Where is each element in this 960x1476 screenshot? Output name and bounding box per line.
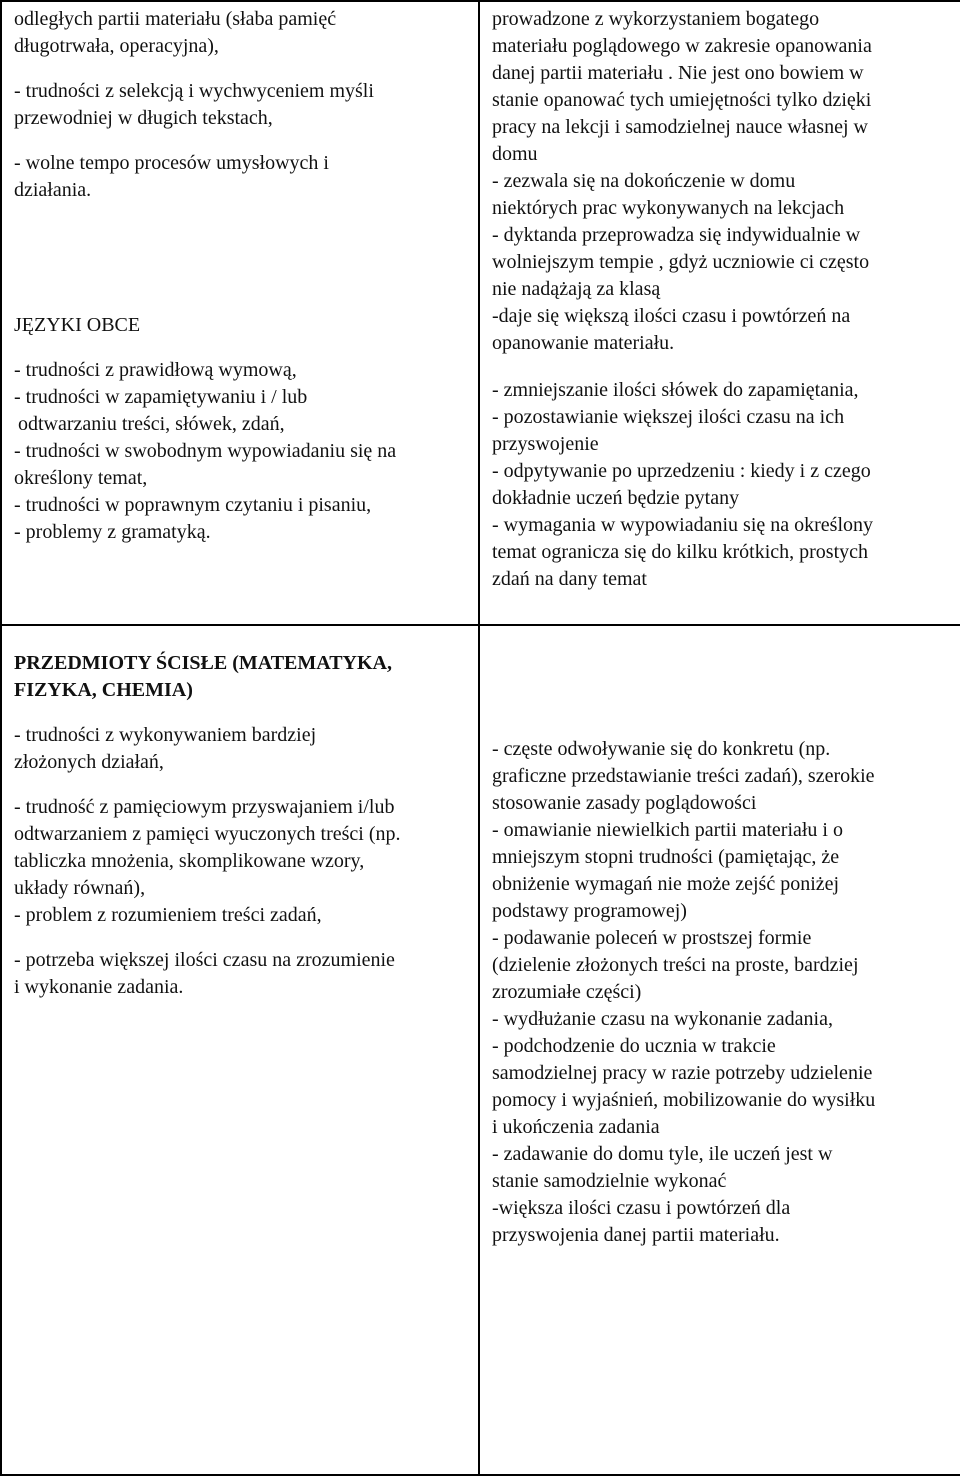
list-item: zrozumiałe części) bbox=[492, 981, 642, 1003]
list-item: - problem z rozumieniem treści zadań, bbox=[14, 904, 322, 926]
text-line: odległych partii materiału (słaba pamięć bbox=[14, 8, 337, 30]
list-item: odtwarzaniem z pamięci wyuczonych treści (np. bbox=[14, 823, 401, 845]
list-item: - trudności z wykonywaniem bardziej bbox=[14, 724, 317, 746]
text-line: nie nadążają za klasą bbox=[492, 278, 661, 300]
list-item: i ukończenia zadania bbox=[492, 1116, 660, 1138]
text-line: temat ogranicza się do kilku krótkich, prostych bbox=[492, 541, 869, 563]
text-line: - trudności z selekcją i wychwyceniem myśli bbox=[14, 80, 374, 102]
table-row bbox=[1, 1, 960, 625]
text-line: niektórych prac wykonywanych na lekcjach bbox=[492, 197, 845, 219]
list-item: - problemy z gramatyką. bbox=[14, 521, 211, 543]
list-item: tabliczka mnożenia, skomplikowane wzory, bbox=[14, 850, 365, 872]
text-line: - pozostawianie większej ilości czasu na ich bbox=[492, 406, 845, 428]
list-item: stosowanie zasady poglądowości bbox=[492, 792, 757, 814]
text-line: - odpytywanie po uprzedzeniu : kiedy i z czego bbox=[492, 460, 871, 482]
list-item: - trudności w swobodnym wypowiadaniu się na bbox=[14, 440, 397, 462]
text-line: - zezwala się na dokończenie w domu bbox=[492, 170, 796, 192]
text-line: wolniejszym tempie , gdyż uczniowie ci często bbox=[492, 251, 870, 273]
list-item: odtwarzaniu treści, słówek, zdań, bbox=[18, 413, 285, 435]
list-item: - częste odwoływanie się do konkretu (np. bbox=[492, 738, 831, 760]
list-item: - trudności w poprawnym czytaniu i pisaniu, bbox=[14, 494, 372, 516]
text-line: przewodniej w długich tekstach, bbox=[14, 107, 273, 129]
accommodations-cell-languages bbox=[479, 1, 960, 625]
list-item: stanie samodzielnie wykonać bbox=[492, 1170, 727, 1192]
list-item: - trudności w zapamiętywaniu i / lub bbox=[14, 386, 308, 408]
text-line: danej partii materiału . Nie jest ono bowiem w bbox=[492, 62, 864, 84]
text-line: -daje się większą ilości czasu i powtórzeń na bbox=[492, 305, 851, 327]
list-item: i wykonanie zadania. bbox=[14, 976, 184, 998]
difficulties-cell-sciences bbox=[1, 625, 479, 1475]
section-heading-languages: JĘZYKI OBCE bbox=[14, 314, 141, 336]
accommodations-cell-sciences bbox=[479, 625, 960, 1475]
list-item: graficzne przedstawianie treści zadań), szerokie bbox=[492, 765, 875, 787]
text-line: - wolne tempo procesów umysłowych i bbox=[14, 152, 329, 174]
list-item: (dzielenie złożonych treści na proste, bardziej bbox=[492, 954, 859, 976]
list-item: przyswojenia danej partii materiału. bbox=[492, 1224, 780, 1246]
text-line: materiału poglądowego w zakresie opanowania bbox=[492, 35, 872, 57]
text-line: - zmniejszanie ilości słówek do zapamiętania, bbox=[492, 379, 859, 401]
list-item: mniejszym stopni trudności (pamiętając, że bbox=[492, 846, 840, 868]
text-line: przyswojenie bbox=[492, 433, 599, 455]
list-item: - potrzeba większej ilości czasu na zrozumienie bbox=[14, 949, 395, 971]
section-heading-sciences: PRZEDMIOTY ŚCISŁE (MATEMATYKA, bbox=[14, 652, 392, 674]
text-line: - wymagania w wypowiadaniu się na określony bbox=[492, 514, 874, 536]
text-line: długotrwała, operacyjna), bbox=[14, 35, 219, 57]
text-line: prowadzone z wykorzystaniem bogatego bbox=[492, 8, 820, 30]
list-item: - podawanie poleceń w prostszej formie bbox=[492, 927, 812, 949]
list-item: - trudności z prawidłową wymową, bbox=[14, 359, 297, 381]
text-line: pracy na lekcji i samodzielnej nauce własnej w bbox=[492, 116, 868, 138]
list-item: określony temat, bbox=[14, 467, 148, 489]
difficulties-cell-languages bbox=[1, 1, 479, 625]
text-line: działania. bbox=[14, 179, 92, 201]
list-item: podstawy programowej) bbox=[492, 900, 687, 922]
list-item: -większa ilości czasu i powtórzeń dla bbox=[492, 1197, 791, 1219]
text-line: domu bbox=[492, 143, 538, 165]
list-item: - zadawanie do domu tyle, ile uczeń jest w bbox=[492, 1143, 833, 1165]
list-item: układy równań), bbox=[14, 877, 146, 899]
text-line: zdań na dany temat bbox=[492, 568, 647, 590]
text-line: - dyktanda przeprowadza się indywidualnie w bbox=[492, 224, 861, 246]
text-line: stanie opanować tych umiejętności tylko dzięki bbox=[492, 89, 872, 111]
list-item: - omawianie niewielkich partii materiału i o bbox=[492, 819, 843, 841]
list-item: złożonych działań, bbox=[14, 751, 164, 773]
text-line: opanowanie materiału. bbox=[492, 332, 675, 354]
table-row bbox=[1, 625, 960, 1475]
text-line: dokładnie uczeń będzie pytany bbox=[492, 487, 740, 509]
list-item: - trudność z pamięciowym przyswajaniem i/lub bbox=[14, 796, 395, 818]
list-item: - wydłużanie czasu na wykonanie zadania, bbox=[492, 1008, 833, 1030]
list-item: samodzielnej pracy w razie potrzeby udzielenie bbox=[492, 1062, 873, 1084]
list-item: pomocy i wyjaśnień, mobilizowanie do wysiłku bbox=[492, 1089, 876, 1111]
list-item: obniżenie wymagań nie może zejść poniżej bbox=[492, 873, 840, 895]
section-heading-sciences: FIZYKA, CHEMIA) bbox=[14, 679, 193, 701]
list-item: - podchodzenie do ucznia w trakcie bbox=[492, 1035, 776, 1057]
